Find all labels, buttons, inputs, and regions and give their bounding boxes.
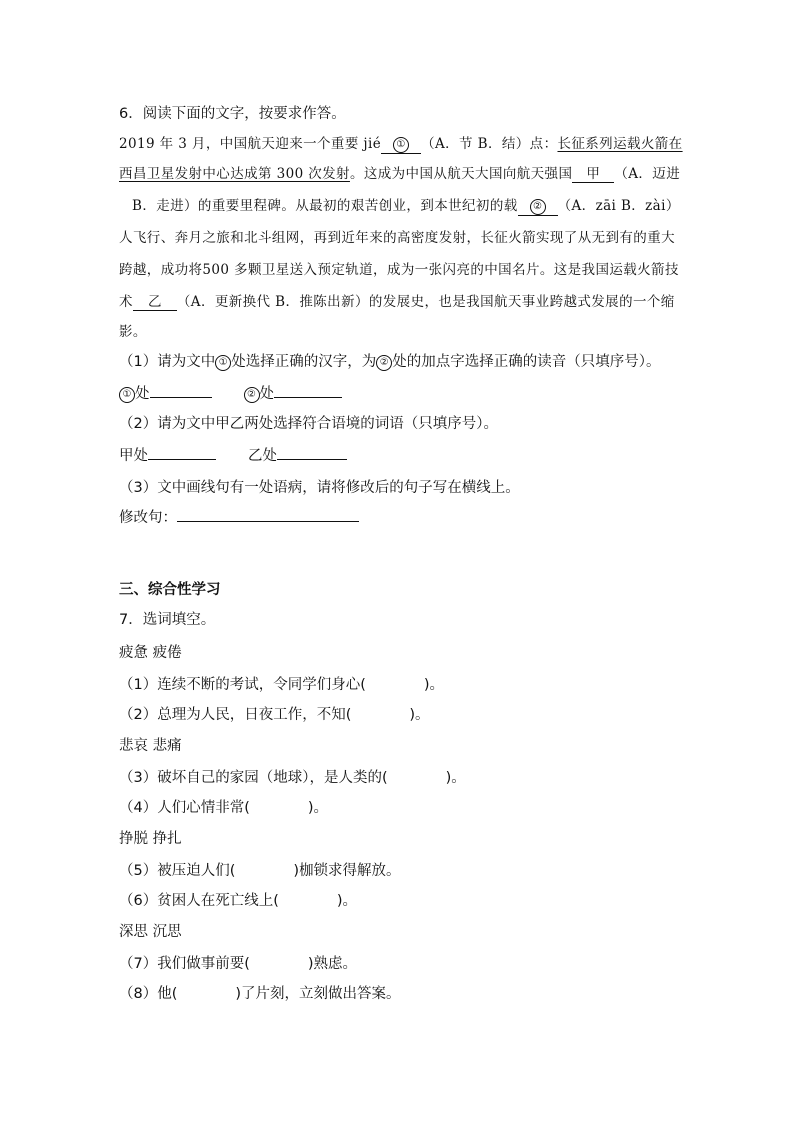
item-text: )熟虑。 <box>307 956 358 972</box>
circled-1: ① <box>119 387 135 403</box>
answer-blank-2[interactable] <box>274 397 342 398</box>
answer-blank-1[interactable] <box>150 397 212 398</box>
q7-item-7 <box>119 954 357 974</box>
item-text: )。 <box>307 800 329 816</box>
q6-passage-line-4: 人飞行、奔月之旅和北斗组网，再到近年来的高密度发射，长征火箭实现了从无到有的重大 <box>119 230 675 246</box>
answer-label: 乙处 <box>248 448 277 464</box>
item-text: )枷锁求得解放。 <box>293 863 401 879</box>
answer-label: 修改句： <box>119 510 177 526</box>
word-pair-4: 深思 沉思 <box>119 924 182 940</box>
subquestion-text: （1）请为文中 <box>119 354 216 370</box>
q6-title: 6．阅读下面的文字，按要求作答。 <box>119 106 346 122</box>
q6-passage-line-7: 影。 <box>119 324 147 340</box>
passage-text: （A．迈进 <box>614 166 681 182</box>
passage-text: （A．zāi B．zài） <box>557 198 680 214</box>
q7-item-5 <box>119 861 401 881</box>
underlined-sentence-part-1: 长征系列运载火箭在 <box>557 136 683 152</box>
item-text: （2）总理为人民，日夜工作，不知( <box>119 707 352 723</box>
item-text: （6）贫困人在死亡线上( <box>119 893 279 909</box>
item-text: （1）连续不断的考试，令同学们身心( <box>119 677 366 693</box>
word-pair-3: 挣脱 挣扎 <box>119 831 182 847</box>
answer-label: 甲处 <box>119 448 148 464</box>
q7-item-3 <box>119 768 466 788</box>
subquestion-text: 处的加点字选择正确的读音（只填序号）。 <box>392 354 661 370</box>
circled-2: ② <box>244 387 260 403</box>
circled-1: ① <box>393 137 409 153</box>
answer-label: 处 <box>135 386 150 402</box>
q6-subquestion-2: （2）请为文中甲乙两处选择符合语境的词语（只填序号）。 <box>119 416 498 432</box>
blank-1 <box>381 136 421 154</box>
q6-passage-line-1 <box>119 134 683 154</box>
q6-answer-row-3 <box>119 508 359 528</box>
q6-passage-line-3 <box>132 196 680 216</box>
circled-1: ① <box>215 355 231 371</box>
q6-subquestion-3: （3）文中画线句有一处语病，请将修改后的句子写在横线上。 <box>119 480 520 496</box>
passage-text: 2019 年 3 月，中国航天迎来一个重要 jié <box>119 136 382 152</box>
item-text: )。 <box>445 770 466 786</box>
q6-passage-line-5: 跨越，成功将500 多颗卫星送入预定轨道，成为一张闪亮的中国名片。这是我国运载火箭技 <box>119 262 679 278</box>
q7-title: 7．选词填空。 <box>119 612 216 628</box>
passage-text: B．走进）的重要里程碑。从最初的艰苦创业，到本世纪初的载 <box>132 198 518 214</box>
q7-item-4 <box>119 798 328 818</box>
passage-text: 。这成为中国从航天大国向航天强国 <box>349 166 573 182</box>
item-text: （5）被压迫人们( <box>119 863 236 879</box>
passage-text: （A．节 B．结）点： <box>421 136 558 152</box>
answer-blank-jia[interactable] <box>148 459 216 460</box>
passage-text: 术 <box>119 294 133 310</box>
item-text: （3）破坏自己的家园（地球），是人类的( <box>119 770 388 786</box>
item-text: )。 <box>423 677 445 693</box>
item-text: )。 <box>409 707 430 723</box>
item-text: )了片刻，立刻做出答案。 <box>235 986 401 1002</box>
blank-yi: 乙 <box>133 294 177 311</box>
circled-2: ② <box>376 355 392 371</box>
q7-item-2 <box>119 705 430 725</box>
q6-answer-row-1 <box>119 384 342 404</box>
underlined-sentence-part-2: 西昌卫星发射中心达成第 300 次发射 <box>119 166 350 182</box>
answer-blank-corrected-sentence[interactable] <box>177 521 359 522</box>
q6-passage-line-6 <box>119 292 675 312</box>
answer-blank-yi[interactable] <box>277 459 347 460</box>
item-text: （7）我们做事前要( <box>119 956 250 972</box>
word-pair-1: 疲惫 疲倦 <box>119 645 182 661</box>
q7-item-6 <box>119 891 357 911</box>
subquestion-text: 处选择正确的汉字，为 <box>231 354 377 370</box>
item-text: （8）他( <box>119 986 178 1002</box>
section-title: 三、综合性学习 <box>119 582 221 598</box>
q6-answer-row-2 <box>119 446 347 466</box>
blank-2 <box>518 198 558 216</box>
passage-text: （A．更新换代 B．推陈出新）的发展史，也是我国航天事业跨越式发展的一个缩 <box>176 294 675 310</box>
q7-item-8 <box>119 984 401 1004</box>
item-text: )。 <box>336 893 358 909</box>
circled-2: ② <box>530 199 546 215</box>
q6-subquestion-1 <box>119 352 660 372</box>
q7-item-1 <box>119 675 444 695</box>
q6-passage-line-2 <box>119 164 680 184</box>
answer-label: 处 <box>259 386 274 402</box>
blank-jia: 甲 <box>572 166 614 183</box>
word-pair-2: 悲哀 悲痛 <box>119 738 182 754</box>
item-text: （4）人们心情非常( <box>119 800 250 816</box>
